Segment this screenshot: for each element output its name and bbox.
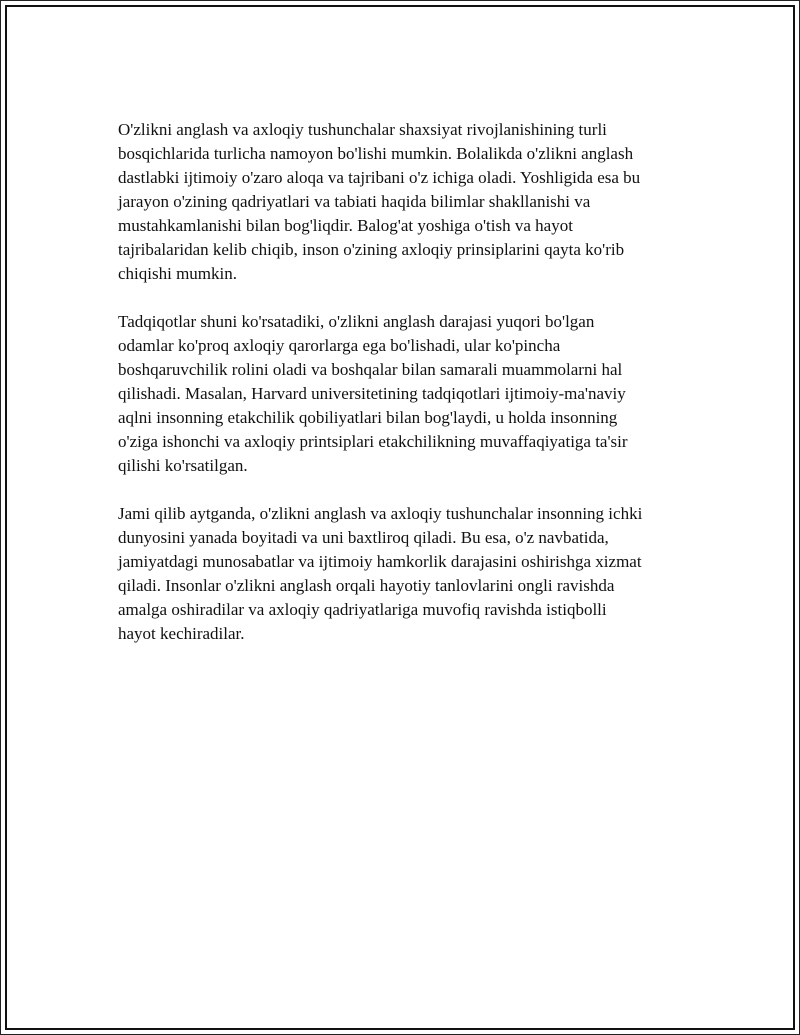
paragraph-2: Tadqiqotlar shuni ko'rsatadiki, o'zlikni anglash darajasi yuqori bo'lgan odamlar ko'proq axloqiy qarorlarga ega bo'lishadi, ular ko'pincha boshqaruvchilik rolini oladi va boshqalar bilan samarali muammolarni hal qilishadi. Masalan, Harvard universitetining tadqiqotlari ijtimoiy-ma'naviy aqlni insonning etakchilik qobiliyatlari bilan bog'laydi, u holda insonning o'ziga ishonchi va axloqiy printsiplari etakchilikning muvaffaqiyatiga ta'sir qilishi ko'rsatilgan. <box>118 312 628 475</box>
paragraph-3: Jami qilib aytganda, o'zlikni anglash va axloqiy tushunchalar insonning ichki dunyosini yanada boyitadi va uni baxtliroq qiladi. Bu esa, o'z navbatida, jamiyatdagi munosabatlar va ijtimoiy hamkorlik darajasini oshirishga xizmat qiladi. Insonlar o'zlikni anglash orqali hayotiy tanlovlarini ongli ravishda amalga oshiradilar va axloqiy qadriyatlariga muvofiq ravishda istiqbolli hayot kechiradilar. <box>118 504 643 643</box>
document-body <box>118 118 698 670</box>
paragraph-1: O'zlikni anglash va axloqiy tushunchalar shaxsiyat rivojlanishining turli bosqichlarida turlicha namoyon bo'lishi mumkin. Bolalikda o'zlikni anglash dastlabki ijtimoiy o'zaro aloqa va tajribani o'z ichiga oladi. Yoshligida esa bu jarayon o'zining qadriyatlari va tabiati haqida bilimlar shakllanishi va mustahkamlanishi bilan bog'liqdir. Balog'at yoshiga o'tish va hayot tajribalaridan kelib chiqib, inson o'zining axloqiy prinsiplarini qayta ko'rib chiqishi mumkin. <box>118 120 641 283</box>
